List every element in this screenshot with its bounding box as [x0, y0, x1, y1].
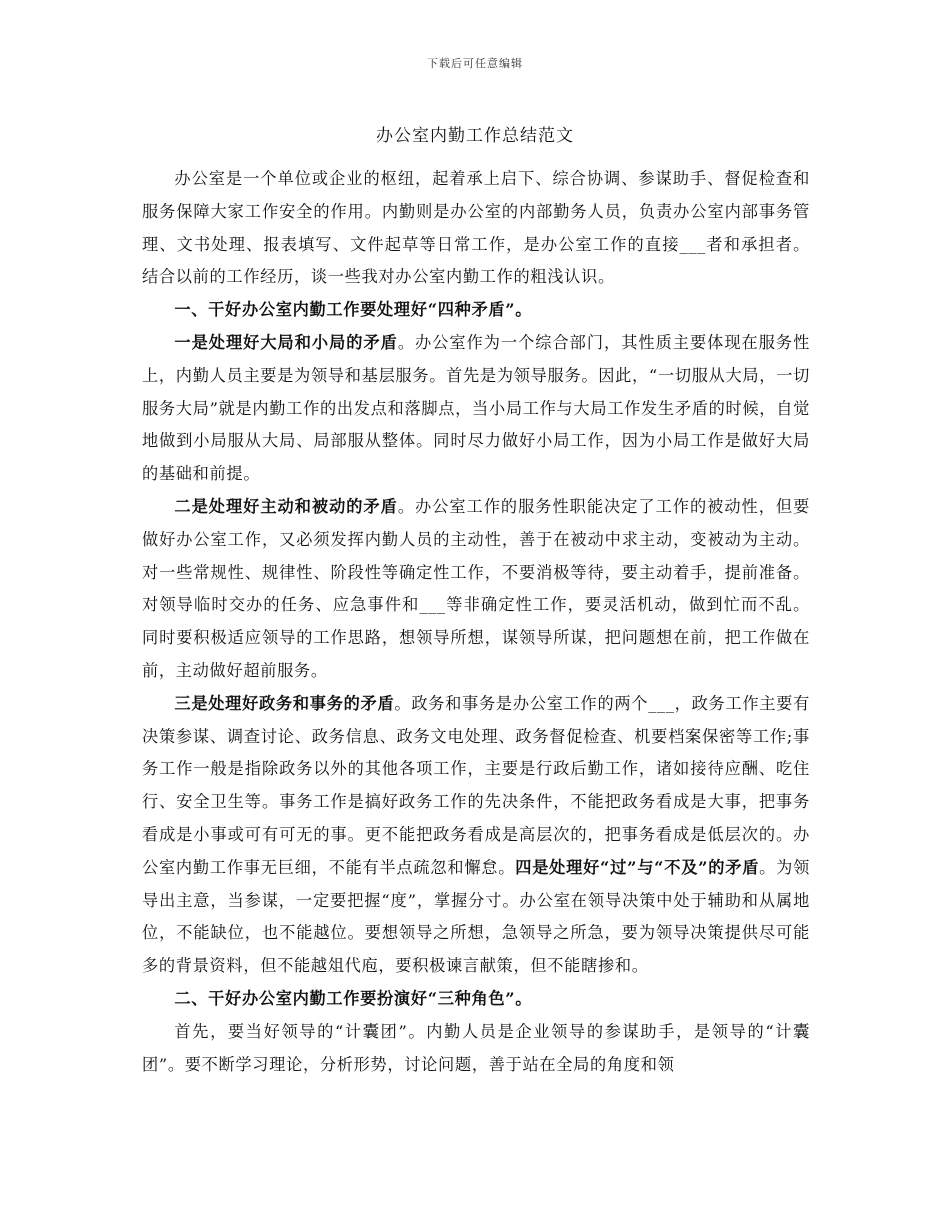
paragraph-3-body: 。政务和事务是办公室工作的两个___，政务工作主要有决策参谋、调查讨论、政务信息、政务文电处理、政务督促检查、机要档案保密等工作;事务工作一般是指除政务以外的其他各项工作，主要是行政后勤工作，诸如接待应酬、吃住行、安全卫生等。事务工作是搞好政务工作的先决条件，不能把政务看成是大事，把事务看成是小事或可有可无的事。更不能把政务看成是高层次的，把事务看成是低层次的。办公室内勤工作事无巨细，不能有半点疏忽和懈怠。	[142, 693, 810, 877]
paragraph-5: 首先，要当好领导的“计囊团”。内勤人员是企业领导的参谋助手，是领导的“计囊团”。要不断学习理论，分析形势，讨论问题，善于站在全局的角度和领	[142, 1021, 810, 1074]
paragraph-1	[142, 327, 810, 491]
paragraph-1-lead: 一是处理好大局和小局的矛盾	[174, 332, 398, 352]
paragraph-2-lead: 二是处理好主动和被动的矛盾	[174, 496, 398, 516]
paragraph-4-body: 。为领导出主意，当参谋，一定要把握“度”，掌握分寸。办公室在领导决策中处于辅助和从属地位，不能缺位，也不能越位。要想领导之所想，急领导之所急，要为领导决策提供尽可能多的背景资料，但不能越俎代庖，要积极谏言献策，但不能瞎掺和。	[142, 857, 810, 976]
paragraph-1-body: 。办公室作为一个综合部门，其性质主要体现在服务性上，内勤人员主要是为领导和基层服务。首先是为领导服务。因此，“一切服从大局，一切服务大局”就是内勤工作的出发点和落脚点，当小局工作与大局工作发生矛盾的时候，自觉地做到小局服从大局、局部服从整体。同时尽力做好小局工作，因为小局工作是做好大局的基础和前提。	[142, 332, 810, 484]
paragraph-2-body: 。办公室工作的服务性职能决定了工作的被动性，但要做好办公室工作，又必须发挥内勤人员的主动性，善于在被动中求主动，变被动为主动。对一些常规性、规律性、阶段性等确定性工作，不要消极等待，要主动着手，提前准备。对领导临时交办的任务、应急事件和___等非确定性工作，要灵活机动，做到忙而不乱。同时要积极适应领导的工作思路，想领导所想，谋领导所谋，把问题想在前，把工作做在前，主动做好超前服务。	[142, 496, 810, 680]
intro-paragraph: 办公室是一个单位或企业的枢纽，起着承上启下、综合协调、参谋助手、督促检查和服务保障大家工作安全的作用。内勤则是办公室的内部勤务人员，负责办公室内部事务管理、文书处理、报表填写、文件起草等日常工作，是办公室工作的直接___者和承担者。结合以前的工作经历，谈一些我对办公室内勤工作的粗浅认识。	[142, 169, 810, 287]
section-heading-2: 二、干好办公室内勤工作要扮演好“三种角色”。	[174, 988, 533, 1008]
paragraph-3	[142, 688, 810, 983]
paragraph-3-lead: 三是处理好政务和事务的矛盾	[174, 693, 395, 713]
document-title: 办公室内勤工作总结范文	[376, 126, 574, 146]
paragraph-2	[142, 491, 810, 688]
page-header-note: 下载后可任意编辑	[427, 57, 523, 70]
document-body	[142, 163, 810, 1081]
section-heading-1: 一、干好办公室内勤工作要处理好“四种矛盾”。	[174, 300, 533, 320]
paragraph-4-lead: 四是处理好“过”与“不及”的矛盾	[515, 857, 760, 877]
